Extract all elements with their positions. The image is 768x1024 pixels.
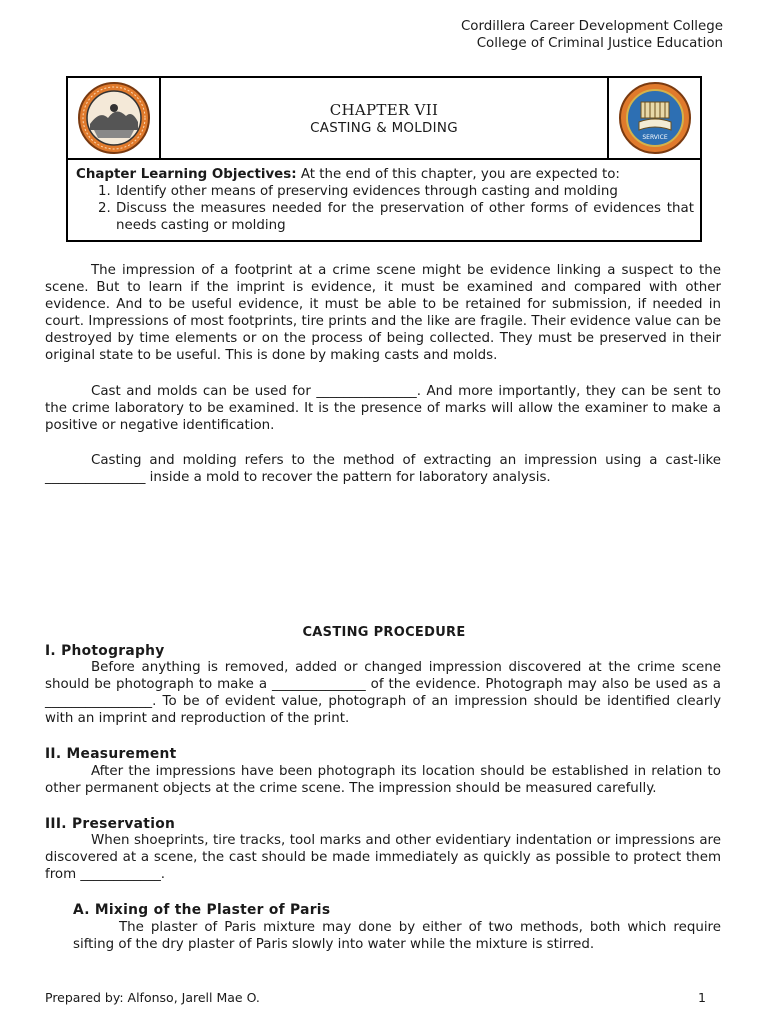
cast-uses-paragraph: Cast and molds can be used for _______________. And more importantly, they can be sent to the crime laboratory to be examined. It is the presence of marks will allow the examiner to make a positive or negative identification.: [45, 384, 721, 433]
measurement-heading: II. Measurement: [45, 746, 177, 762]
page-number: 1: [698, 990, 706, 1005]
objective-number: 1.: [98, 184, 111, 199]
chapter-title: CHAPTER VII: [329, 101, 439, 119]
intro-paragraph: The impression of a footprint at a crime scene might be evidence linking a suspect to the scene. But to learn if the imprint is evidence, it must be examined and compared with other evidence. And to be useful evidence, it must be able to be retained for submission, if needed in court. Impressions of most footprints, tire prints and the like are fragile. Their evidence value can be destroyed by time elements or on the process of being collected. They must be preserved in their original state to be useful. This is done by making casts and molds.: [45, 263, 721, 363]
learning-objectives: [76, 166, 694, 234]
casting-definition-paragraph: Casting and molding refers to the method of extracting an impression using a cast-like _______________ inside a mold to recover the pattern for laboratory analysis.: [45, 453, 721, 485]
preservation-heading: III. Preservation: [45, 816, 176, 832]
title-row: [68, 78, 700, 160]
objectives-intro: At the end of this chapter, you are expected to:: [296, 167, 620, 182]
right-logo-cell: [607, 78, 700, 158]
college-seal-icon: [76, 80, 152, 156]
chapter-subtitle: CASTING & MOLDING: [310, 121, 458, 136]
institution-name: Cordillera Career Development College: [460, 19, 723, 34]
objectives-heading: Chapter Learning Objectives:: [76, 167, 297, 182]
department-seal-icon: [617, 80, 693, 156]
objective-item-1: [76, 183, 694, 200]
department-name: College of Criminal Justice Education: [476, 36, 723, 51]
casting-procedure-title: CASTING PROCEDURE: [302, 625, 466, 640]
photography-heading: I. Photography: [45, 643, 165, 659]
objectives-intro-line: [76, 166, 694, 183]
mixing-paragraph: The plaster of Paris mixture may done by either of two methods, both which require sifting of the dry plaster of Paris slowly into water while the mixture is stirred.: [73, 920, 721, 952]
photography-paragraph: Before anything is removed, added or changed impression discovered at the crime scene should be photograph to make a ______________ of the evidence. Photograph may also be used as a ________________. To be of evident value, photograph of an impression should be identified clearly with an imprint and reproduction of the print.: [45, 660, 721, 726]
chapter-header-box: [66, 76, 702, 242]
left-logo-cell: [68, 78, 161, 158]
objective-text: Identify other means of preserving evidences through casting and molding: [116, 184, 618, 199]
mixing-heading: A. Mixing of the Plaster of Paris: [73, 902, 331, 918]
objective-item-2: [76, 200, 694, 234]
prepared-by: Prepared by: Alfonso, Jarell Mae O.: [45, 990, 260, 1005]
objective-number: 2.: [98, 201, 111, 216]
preservation-paragraph: When shoeprints, tire tracks, tool marks and other evidentiary indentation or impressions are discovered at a scene, the cast should be made immediately as quickly as possible to protect them from ____________.: [45, 833, 721, 882]
measurement-paragraph: After the impressions have been photograph its location should be established in relation to other permanent objects at the crime scene. The impression should be measured carefully.: [45, 764, 721, 796]
objective-text: Discuss the measures needed for the preservation of other forms of evidences that needs casting or molding: [116, 201, 694, 233]
seal-service-text: SERVICE: [642, 134, 668, 141]
